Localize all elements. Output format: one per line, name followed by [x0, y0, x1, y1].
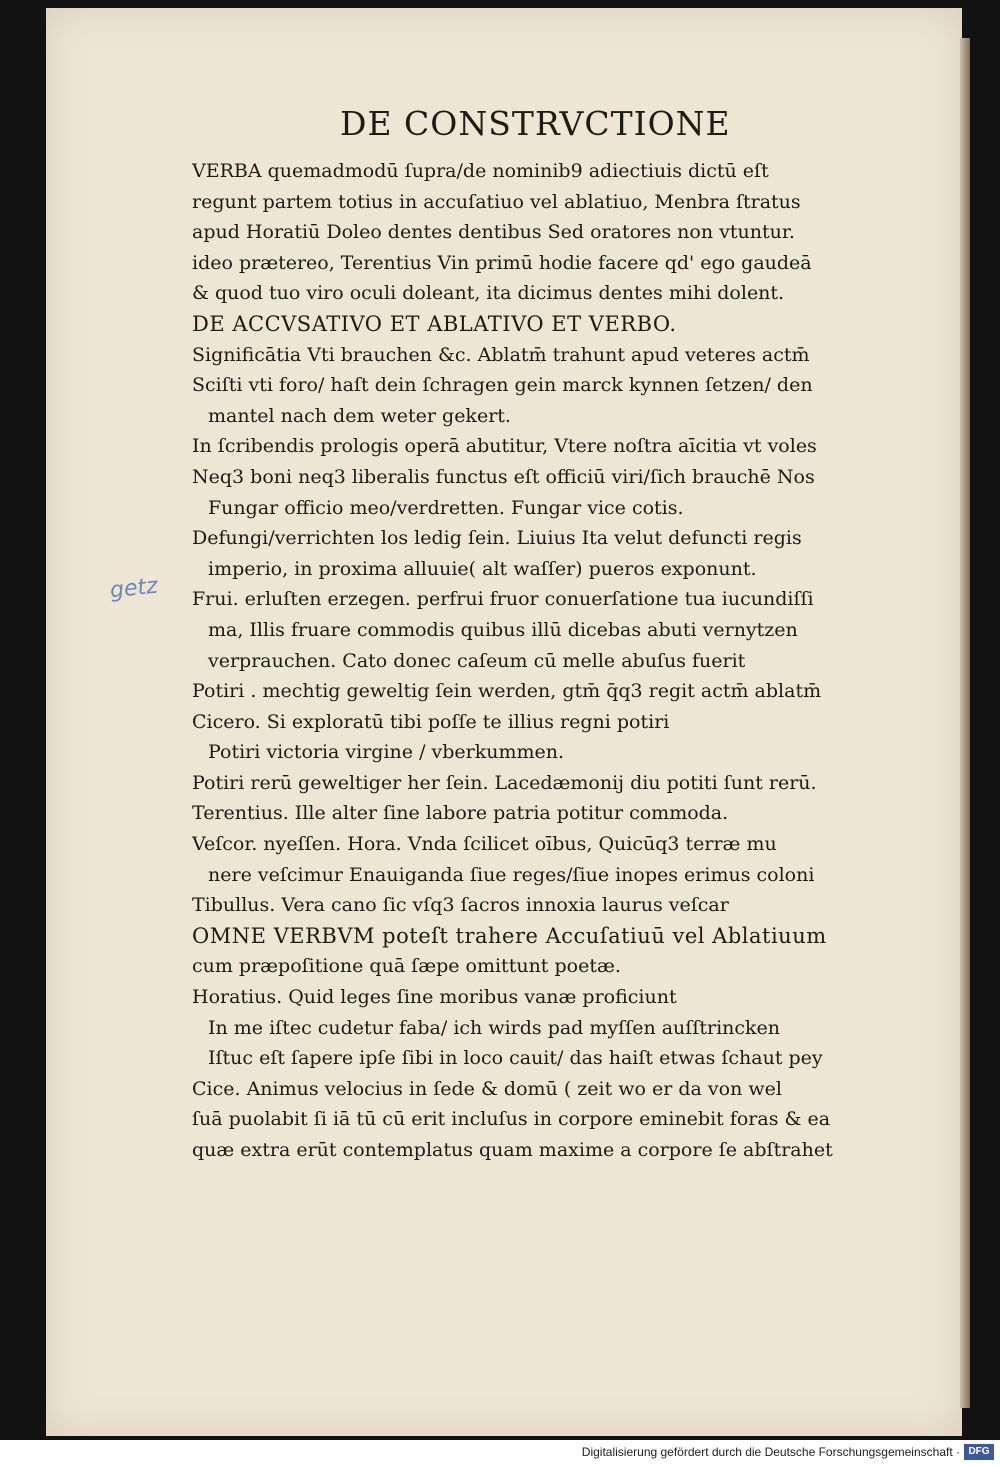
- text-line: Horatius. Quid leges ſine moribus vanæ proficiunt: [192, 986, 677, 1009]
- footer-bar: [0, 1440, 1000, 1465]
- text-line: Veſcor. nyeſſen. Hora. Vnda ſcilicet oībus, Quicūq3 terræ mu: [192, 833, 777, 856]
- text-body: [192, 156, 902, 1166]
- text-line: verprauchen. Cato donec caſeum cū melle abuſus fuerit: [208, 649, 746, 672]
- text-line: apud Horatiū Doleo dentes dentibus Sed oratores non vtuntur.: [192, 221, 795, 244]
- text-line: Sciſti vti foro/ haſt dein ſchragen gein marck kynnen ſetzen/ den: [192, 374, 813, 397]
- marginal-handwritten-note: getz: [108, 573, 159, 604]
- text-line: cum præpoſitione quā ſæpe omittunt poetæ.: [192, 955, 621, 978]
- text-line: Potiri rerū geweltiger her ſein. Lacedæmonij diu potiti ſunt rerū.: [192, 771, 817, 794]
- footer-credit: Digitalisierung gefördert durch die Deutsche Forschungsgemeinschaft ·: [581, 1445, 960, 1459]
- text-line: Significātia Vti brauchen &c. Ablatm̄ trahunt apud veteres actm̄: [192, 343, 810, 366]
- text-line: In ſcribendis prologis operā abutitur, Vtere noſtra aīcitia vt voles: [192, 435, 817, 458]
- text-line: ſuā puolabit ſi iā tū cū erit incluſus in corpore eminebit foras & ea: [192, 1108, 831, 1131]
- page-heading: DE CONSTRVCTIONE: [340, 104, 731, 143]
- section-heading: OMNE VERBVM poteſt trahere Accuſatiuū vel Ablatiuum: [192, 923, 827, 948]
- text-line: quæ extra erūt contemplatus quam maxime a corpore ſe abſtrahet: [192, 1139, 833, 1161]
- text-line: Frui. erluſten erzegen. perfrui fruor conuerſatione tua iucundiſſi: [192, 588, 814, 611]
- text-line: Terentius. Ille alter ſine labore patria potitur commoda.: [192, 802, 729, 825]
- text-line: mantel nach dem weter gekert.: [208, 404, 511, 427]
- text-line: ideo prætereo, Terentius Vin primū hodie facere qd' ego gaudeā: [192, 251, 812, 274]
- text-line: VERBA quemadmodū ſupra/de nominib9 adiectiuis dictū eſt: [192, 160, 769, 182]
- section-heading: DE ACCVSATIVO ET ABLATIVO ET VERBO.: [192, 311, 677, 336]
- text-line: Neq3 boni neq3 liberalis functus eſt officiū viri/ſich brauchē Nos: [192, 465, 815, 488]
- text-line: Defungi/verrichten los ledig ſein. Liuius Ita velut defuncti regis: [192, 527, 802, 550]
- text-line: & quod tuo viro oculi doleant, ita dicimus dentes mihi dolent.: [192, 282, 785, 305]
- text-line: Potiri victoria virgine / vberkummen.: [208, 741, 565, 764]
- text-line: nere veſcimur Enauiganda ſiue reges/ſiue inopes erimus coloni: [208, 863, 815, 886]
- text-line: Cicero. Si exploratū tibi poſſe te illius regni potiri: [192, 710, 670, 733]
- text-line: Iſtuc eſt ſapere ipſe ſibi in loco cauit/ das haiſt etwas ſchaut pey: [208, 1047, 823, 1070]
- text-line: Fungar officio meo/verdretten. Fungar vice cotis.: [208, 496, 684, 519]
- text-line: imperio, in proxima alluuie( alt waſſer) pueros exponunt.: [208, 557, 757, 580]
- text-line: regunt partem totius in accuſatiuo vel ablatiuo, Menbra ſtratus: [192, 190, 801, 213]
- text-line: Cice. Animus velocius in ſede & domū ( zeit wo er da von wel: [192, 1077, 782, 1100]
- text-line: Potiri . mechtig geweltig ſein werden, gtm̄ q̄q3 regit actm̄ ablatm̄: [192, 680, 822, 703]
- text-line: Tibullus. Vera cano ſic vſq3 ſacros innoxia laurus veſcar: [192, 894, 729, 917]
- page-edge: [960, 38, 970, 1408]
- dfg-logo: DFG: [964, 1444, 994, 1460]
- text-line: In me iſtec cudetur faba/ ich wirds pad myſſen auſſtrincken: [208, 1016, 781, 1039]
- text-line: ma, Illis fruare commodis quibus illū dicebas abuti vernytzen: [208, 618, 798, 641]
